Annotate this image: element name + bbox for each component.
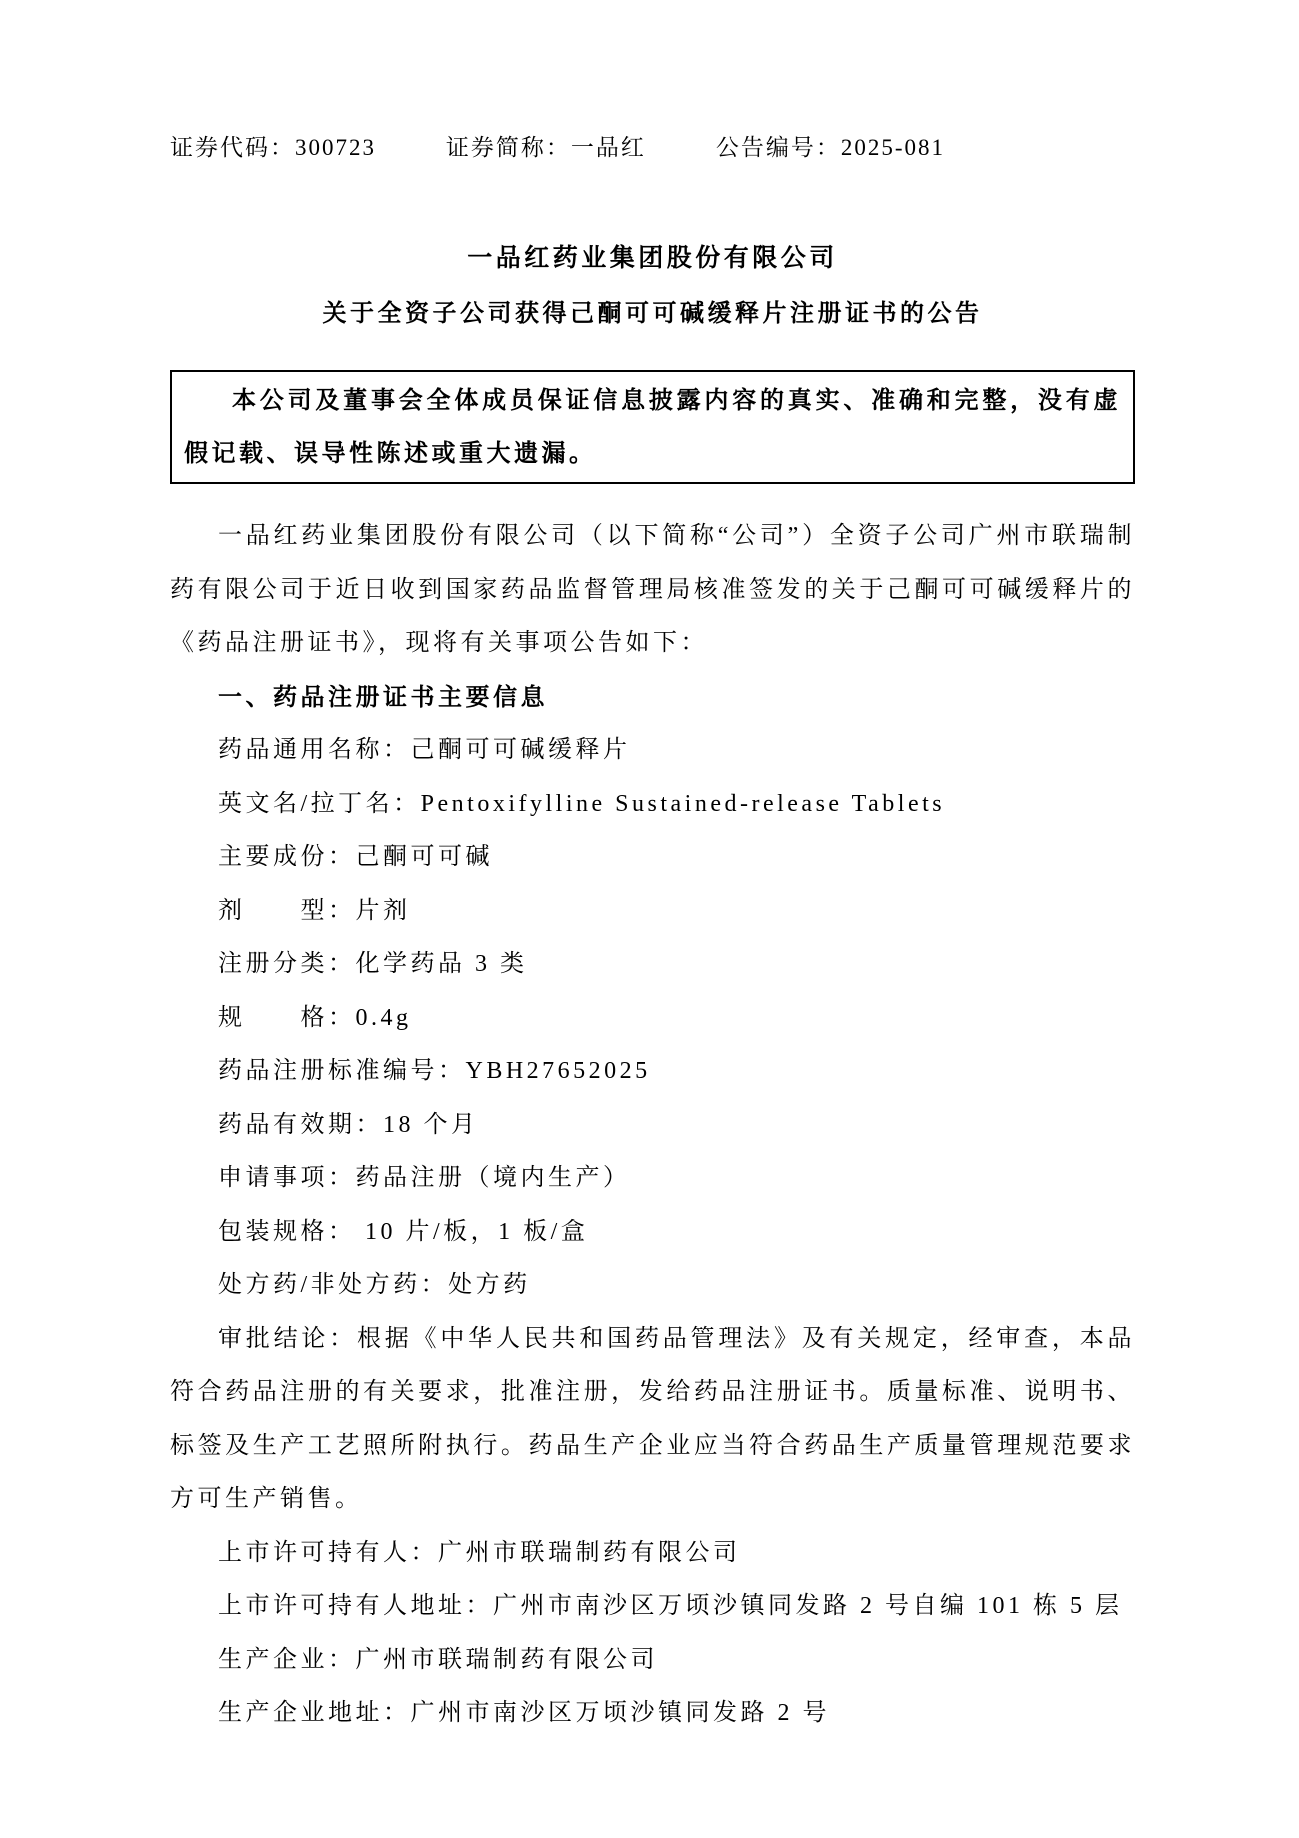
field-manufacturer: 生产企业：广州市联瑞制药有限公司 xyxy=(218,1646,658,1673)
field-mah-address: 上市许可持有人地址：广州市南沙区万顷沙镇同发路 2 号自编 101 栋 5 层 xyxy=(218,1593,1123,1619)
field-manufacturer-address: 生产企业地址：广州市南沙区万顷沙镇同发路 2 号 xyxy=(218,1700,830,1726)
disclaimer-box xyxy=(170,370,1135,484)
field-registration-category: 注册分类：化学药品 3 类 xyxy=(218,951,528,977)
stock-code: 证券代码：300723 xyxy=(170,135,376,160)
approval-conclusion-paragraph: 审批结论：根据《中华人民共和国药品管理法》及有关规定，经审查，本品符合药品注册的有关要求，批准注册，发给药品注册证书。质量标准、说明书、标签及生产工艺照所附执行。药品生产企业应当符合药品生产质量管理规范要求方可生产销售。 xyxy=(170,1325,1135,1512)
field-english-name: 英文名/拉丁名：Pentoxifylline Sustained-release Tablets xyxy=(218,790,946,817)
field-prescription-type: 处方药/非处方药：处方药 xyxy=(218,1272,531,1298)
announcement-number: 公告编号：2025-081 xyxy=(715,135,945,160)
field-package-specification: 包装规格： 10 片/板，1 板/盒 xyxy=(218,1218,589,1245)
section-heading: 一、药品注册证书主要信息 xyxy=(218,683,548,711)
doc-header xyxy=(170,128,945,168)
field-specification: 规 格：0.4g xyxy=(218,1004,412,1031)
field-mah: 上市许可持有人：广州市联瑞制药有限公司 xyxy=(218,1539,741,1566)
field-generic-name: 药品通用名称：己酮可可碱缓释片 xyxy=(218,737,631,763)
announcement-title: 关于全资子公司获得己酮可可碱缓释片注册证书的公告 xyxy=(322,300,983,327)
field-standard-number: 药品注册标准编号：YBH27652025 xyxy=(218,1058,651,1084)
field-dosage-form: 剂 型：片剂 xyxy=(218,897,411,924)
field-application-item: 申请事项：药品注册（境内生产） xyxy=(218,1165,631,1191)
field-main-ingredient: 主要成份：己酮可可碱 xyxy=(218,844,493,870)
stock-abbr: 证券简称：一品红 xyxy=(445,135,646,160)
document-body xyxy=(170,510,1135,1741)
company-name-title: 一品红药业集团股份有限公司 xyxy=(467,244,838,272)
field-validity-period: 药品有效期：18 个月 xyxy=(218,1111,479,1138)
disclaimer-text: 本公司及董事会全体成员保证信息披露内容的真实、准确和完整，没有虚假记载、误导性陈述或重大遗漏。 xyxy=(184,387,1121,467)
intro-paragraph: 一品红药业集团股份有限公司（以下简称“公司”）全资子公司广州市联瑞制药有限公司于近日收到国家药品监督管理局核准签发的关于己酮可可碱缓释片的《药品注册证书》，现将有关事项公告如下： xyxy=(170,523,1135,656)
